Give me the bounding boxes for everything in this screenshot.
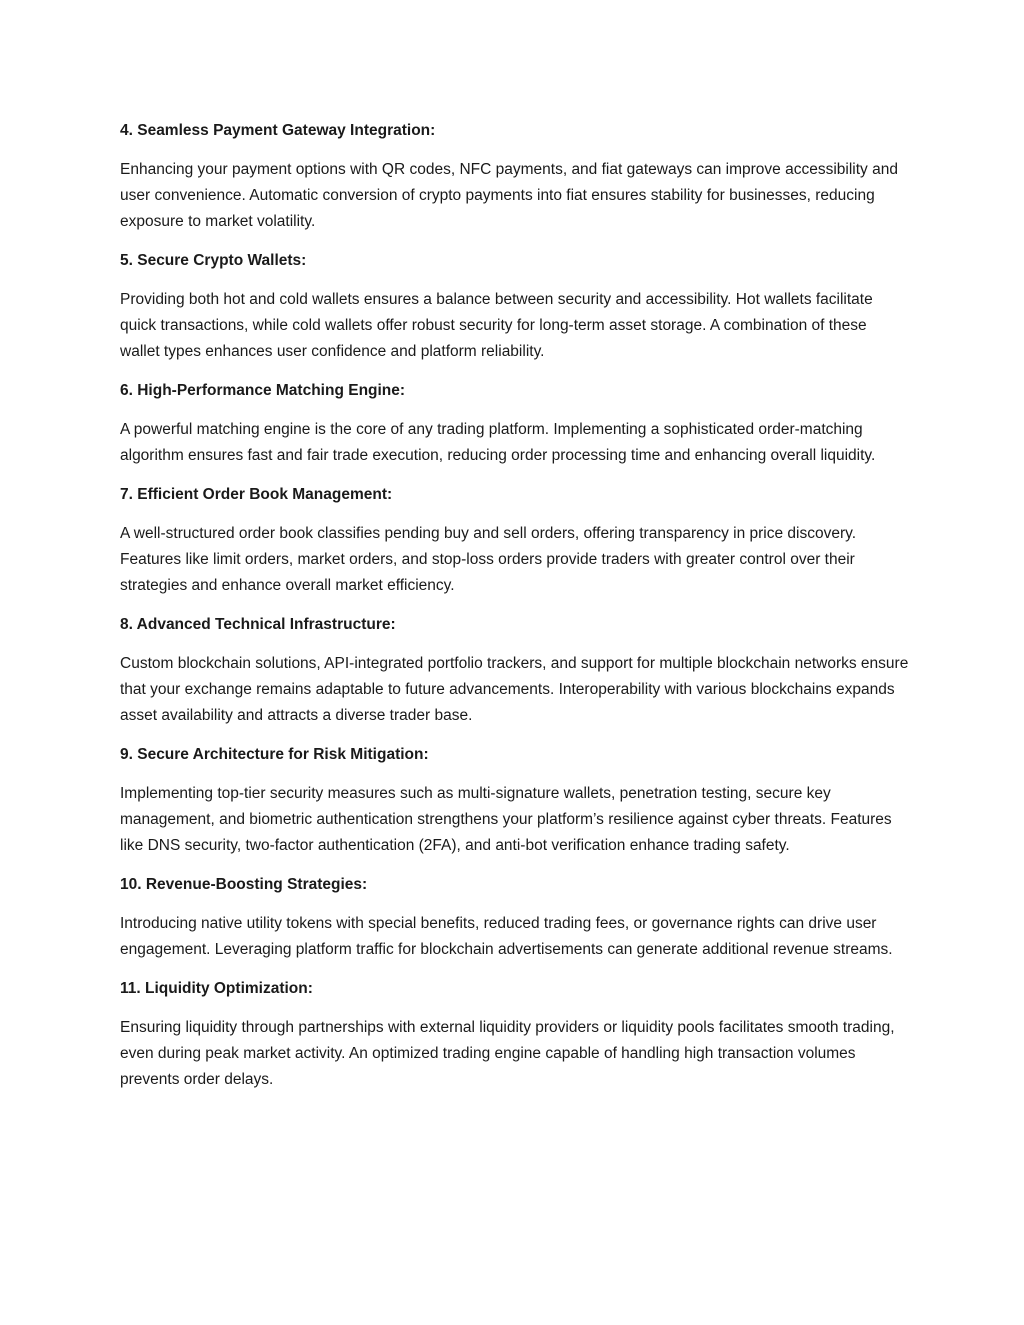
section-heading: 10. Revenue-Boosting Strategies:: [120, 876, 368, 893]
section-order-book: [120, 482, 910, 599]
section-paragraph: A powerful matching engine is the core of any trading platform. Implementing a sophisticated order-matching algorithm ensures fast and fair trade execution, reducing order processing time and enhancing overall liquidity.: [120, 421, 876, 464]
section-heading: 4. Seamless Payment Gateway Integration:: [120, 122, 436, 139]
section-payment-gateway: [120, 118, 910, 235]
section-paragraph: Ensuring liquidity through partnerships with external liquidity providers or liquidity pools facilitates smooth trading, even during peak market activity. An optimized trading engine capable of handling high transaction volumes prevents order delays.: [120, 1019, 895, 1088]
section-heading: 9. Secure Architecture for Risk Mitigation:: [120, 746, 429, 763]
section-paragraph: Implementing top-tier security measures such as multi-signature wallets, penetration testing, secure key management, and biometric authentication strengthens your platform’s resilience against cyber threats. Features like DNS security, two-factor authentication (2FA), and anti-bot verification enhance trading safety.: [120, 785, 892, 854]
section-technical-infrastructure: [120, 612, 910, 729]
section-revenue-strategies: [120, 872, 910, 963]
section-heading: 6. High-Performance Matching Engine:: [120, 382, 406, 399]
section-matching-engine: [120, 378, 910, 469]
section-crypto-wallets: [120, 248, 910, 365]
section-risk-mitigation: [120, 742, 910, 859]
section-heading: 5. Secure Crypto Wallets:: [120, 252, 307, 269]
section-liquidity-optimization: [120, 976, 910, 1093]
section-heading: 11. Liquidity Optimization:: [120, 980, 313, 997]
section-paragraph: Introducing native utility tokens with special benefits, reduced trading fees, or governance rights can drive user engagement. Leveraging platform traffic for blockchain advertisements can generate additional revenue streams.: [120, 915, 893, 958]
section-paragraph: A well-structured order book classifies pending buy and sell orders, offering transparency in price discovery. Features like limit orders, market orders, and stop-loss orders provide traders with greater control over their strategies and enhance overall market efficiency.: [120, 525, 857, 594]
section-heading: 7. Efficient Order Book Management:: [120, 486, 393, 503]
section-paragraph: Custom blockchain solutions, API-integrated portfolio trackers, and support for multiple blockchain networks ensure that your exchange remains adaptable to future advancements. Interoperability with various blockchains expands asset availability and attracts a diverse trader base.: [120, 655, 909, 724]
section-paragraph: Enhancing your payment options with QR codes, NFC payments, and fiat gateways can improve accessibility and user convenience. Automatic conversion of crypto payments into fiat ensures stability for businesses, reducing exposure to market volatility.: [120, 161, 898, 230]
section-heading: 8. Advanced Technical Infrastructure:: [120, 616, 396, 633]
document-page: [120, 118, 910, 1106]
section-paragraph: Providing both hot and cold wallets ensures a balance between security and accessibility. Hot wallets facilitate quick transactions, while cold wallets offer robust security for long-term asset storage. A combination of these wallet types enhances user confidence and platform reliability.: [120, 291, 873, 360]
